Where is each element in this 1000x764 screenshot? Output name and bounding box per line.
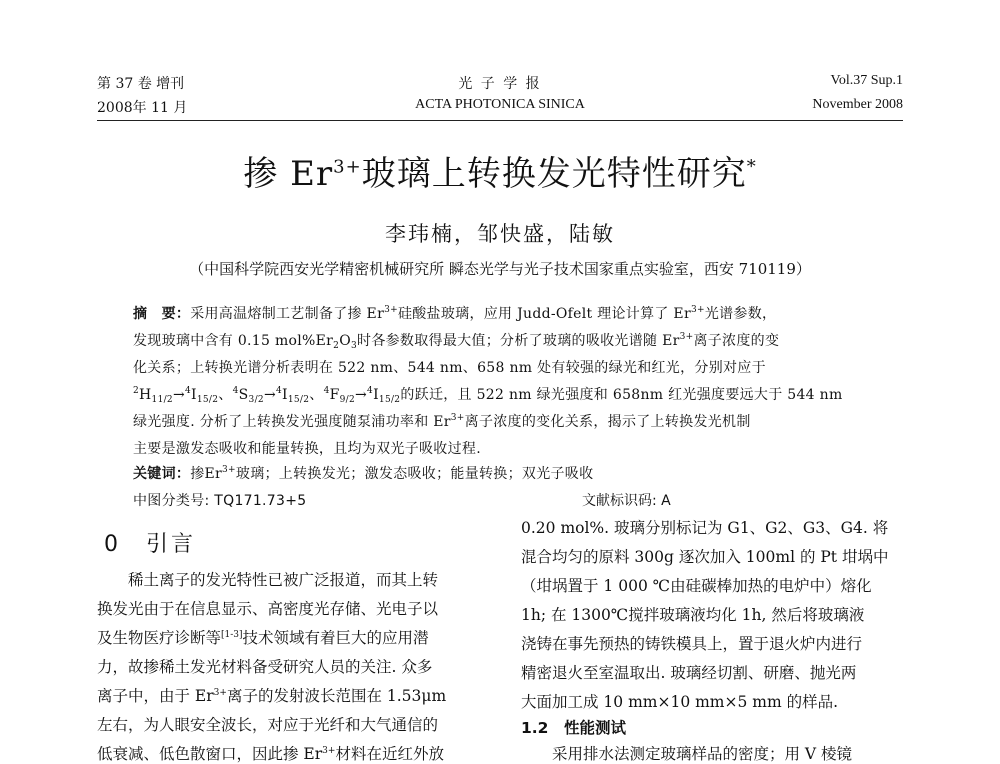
abstract-line-5: 绿光强度. 分析了上转换发光强度随泵浦功率和 $Er^{3+}$离子浓度的变化关系，揭示了上转换发光机制 xyxy=(133,413,751,430)
classification-number: 中图分类号: TQ171.73+5 xyxy=(133,493,307,509)
right-col-line-2: 混合均匀的原料 300g 逐次加入 100ml 的 Pt 坩埚中 xyxy=(521,548,889,566)
volume-label-en: Vol.37 Sup.1 xyxy=(830,73,903,88)
right-col-line-4: 1h; 在 1300℃搅拌玻璃液均化 1h, 然后将玻璃液 xyxy=(521,606,865,624)
abstract-line-3: 化关系；上转换光谱分析表明在 522 nm、544 nm、658 nm 处有较强的绿光和红光，分别对应于 xyxy=(133,360,766,376)
right-col-line-3: （坩埚置于 1 000 ℃由硅碳棒加热的电炉中）熔化 xyxy=(521,577,872,595)
volume-label-cn: 第 37 卷 增刊 xyxy=(97,76,185,92)
right-col-line-1: 0.20 mol%. 玻璃分别标记为 G1、G2、G3、G4. 将 xyxy=(521,519,889,537)
right-col-line-7: 大面加工成 10 mm×10 mm×5 mm 的样品. xyxy=(521,693,839,711)
section-heading-intro: 0 引言 xyxy=(104,532,196,557)
abstract-line-4: $^2H_{11/2}\to^4I_{15/2}$、$^4S_{3/2}\to^4I_{15/2}$、$^4F_{9/2}\to^4I_{15/2}$的跃迁，且 522 nm 绿光强度和 658nm 红光强度要远大于 544 nm xyxy=(133,386,843,405)
affiliation: （中国科学院西安光学精密机械研究所 瞬态光学与光子技术国家重点实验室，西安 710119） xyxy=(189,260,811,278)
paper-title: 掺 $Er^{3+}$玻璃上转换发光特性研究* xyxy=(243,154,757,194)
left-col-line-7: 低衰减、低色散窗口，因此掺 $Er^{3+}$材料在近红外放 xyxy=(97,745,444,763)
left-col-line-5: 离子中，由于 $Er^{3+}$离子的发射波长范围在 1.53μm xyxy=(97,687,447,705)
left-col-line-6: 左右，为人眼安全波长，对应于光纤和大气通信的 xyxy=(97,716,439,734)
keywords: 关键词：掺$Er^{3+}$玻璃；上转换发光；激发态吸收；能量转换；双光子吸收 xyxy=(133,465,594,482)
date-label-en: November 2008 xyxy=(812,97,903,112)
date-label-cn: 2008年 11 月 xyxy=(97,100,188,116)
abstract-line-2: 发现玻璃中含有 0.15 $mol\%Er_2O_3$时各参数取得最大值；分析了玻璃的吸收光谱随 $Er^{3+}$离子浓度的变 xyxy=(133,332,780,351)
left-col-line-3: 及生物医疗诊断等[1-3]技术领域有着巨大的应用潜 xyxy=(97,629,429,647)
journal-name-cn: 光 子 学 报 xyxy=(458,76,542,92)
left-col-line-4: 力，故掺稀土发光材料备受研究人员的关注. 众多 xyxy=(97,658,433,676)
left-col-line-2: 换发光由于在信息显示、高密度光存储、光电子以 xyxy=(97,600,439,618)
right-col-line-5: 浇铸在事先预热的铸铁模具上，置于退火炉内进行 xyxy=(521,635,863,653)
left-col-line-1: 稀土离子的发光特性已被广泛报道，而其上转 xyxy=(97,571,439,589)
header-rule xyxy=(97,120,903,121)
abstract-line-1: 摘 要：采用高温熔制工艺制备了掺 $Er^{3+}$硅酸盐玻璃，应用 Judd-Ofelt 理论计算了 $Er^{3+}$光谱参数， xyxy=(133,305,777,322)
right-col-line-6: 精密退火至室温取出. 玻璃经切割、研磨、抛光两 xyxy=(521,664,857,682)
citation-ref: [1-3] xyxy=(221,630,243,640)
author-list: 李玮楠，邹快盛，陆敏 xyxy=(385,222,615,246)
abstract-line-6: 主要是激发态吸收和能量转换，且均为双光子吸收过程. xyxy=(133,441,481,457)
journal-name-en: ACTA PHOTONICA SINICA xyxy=(415,97,585,112)
document-code: 文献标识码: A xyxy=(582,493,671,509)
subsection-heading-1-2: 1.2 性能测试 xyxy=(521,719,626,737)
right-col-line-8: 采用排水法测定玻璃样品的密度；用 V 棱镜 xyxy=(521,745,853,763)
